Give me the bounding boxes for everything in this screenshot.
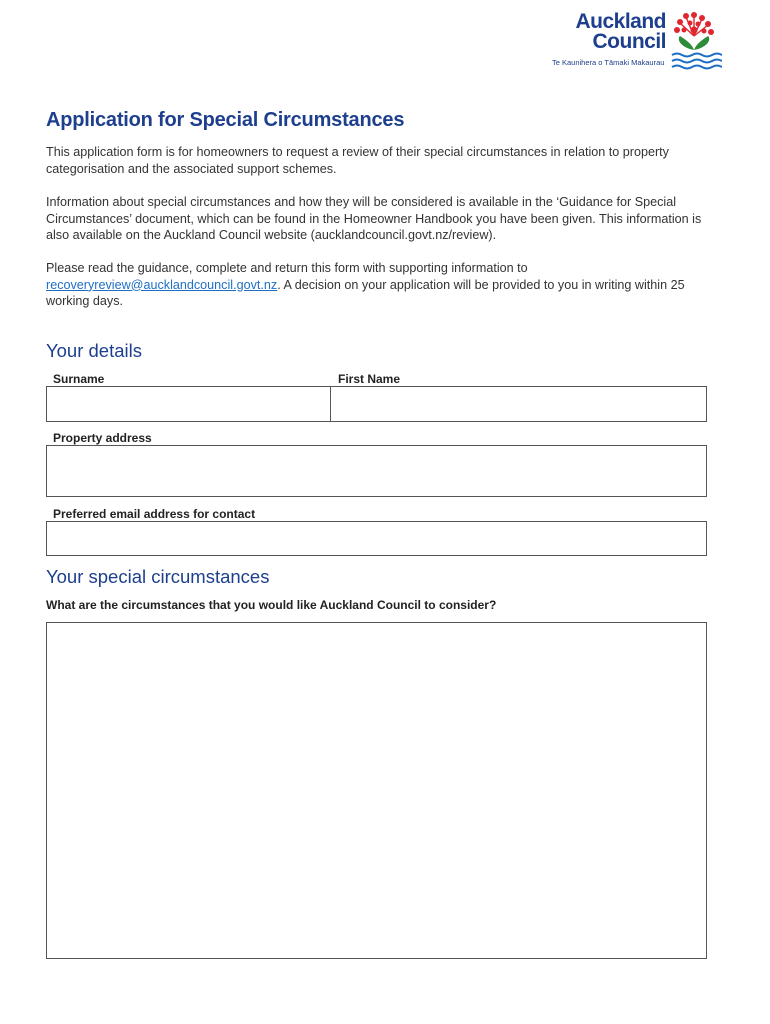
logo-wordmark	[548, 12, 666, 52]
intro-paragraph-3-start: Please read the guidance, complete and return this form with supporting information to	[46, 261, 528, 275]
logo-tagline: Te Kaunihera o Tāmaki Makaurau	[552, 58, 665, 67]
circumstances-field[interactable]	[46, 622, 707, 959]
intro-paragraph-2: Information about special circumstances and how they will be considered is available in the ‘Guidance for Special Circumstances’ document, which can be found in the Homeowner Handbook you have been given. This information is also available on the Auckland Council website (aucklandcouncil.govt.nz/review).	[46, 195, 702, 242]
property-address-field[interactable]	[46, 445, 707, 497]
intro-paragraph-1: This application form is for homeowners to request a review of their special circumstances in relation to property categorisation and the associated support schemes.	[46, 145, 669, 176]
logo-line-2: Council	[592, 30, 666, 53]
property-address-label: Property address	[53, 431, 152, 445]
intro-paragraph-3-end: . A decision on your application will be provided to you in writing within 25 working days.	[46, 277, 685, 308]
pohutukawa-flower-icon	[668, 12, 722, 70]
recovery-review-email-link[interactable]: recoveryreview@aucklandcouncil.govt.nz	[46, 277, 278, 292]
email-field[interactable]	[46, 521, 707, 556]
page-title: Application for Special Circumstances	[46, 109, 405, 131]
special-circumstances-heading: Your special circumstances	[46, 566, 270, 587]
intro-paragraph-3	[46, 260, 711, 310]
logo-line-1: Auckland	[575, 10, 666, 33]
email-label: Preferred email address for contact	[53, 507, 256, 521]
your-details-heading: Your details	[46, 340, 142, 361]
circumstances-question: What are the circumstances that you would like Auckland Council to consider?	[46, 598, 497, 612]
auckland-council-logo	[548, 12, 724, 74]
surname-field[interactable]	[46, 386, 331, 422]
surname-label: Surname	[53, 372, 105, 386]
first-name-field[interactable]	[330, 386, 707, 422]
first-name-label: First Name	[338, 372, 401, 386]
